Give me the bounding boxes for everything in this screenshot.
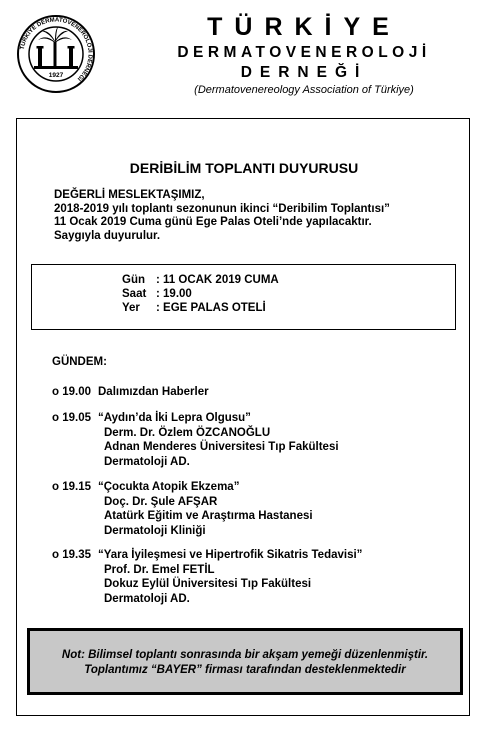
agenda-time: o 19.00 [52, 386, 91, 398]
logo-year: 1927 [48, 72, 64, 79]
agenda-department: Dermatoloji AD. [104, 592, 190, 605]
agenda-speaker: Derm. Dr. Özlem ÖZCANOĞLU [104, 426, 271, 439]
intro-line: DEĞERLİ MESLEKTAŞIMIZ, [54, 189, 205, 201]
agenda-speaker: Prof. Dr. Emel FETİL [104, 563, 215, 576]
info-row-day [122, 274, 279, 287]
agenda-department: Dermatoloji AD. [104, 455, 190, 468]
info-value: : EGE PALAS OTELİ [156, 302, 266, 314]
agenda-time: o 19.05 [52, 412, 91, 424]
info-key: Yer [122, 302, 140, 314]
agenda-title: “Aydın’da İki Lepra Olgusu” [98, 412, 251, 424]
logo-ring-text: TÜRKİYE DERMATOVENEROLOJİ DERNEĞİ [19, 17, 93, 82]
info-value: : 19.00 [156, 288, 192, 300]
agenda-item [52, 411, 339, 469]
info-key: Saat [122, 288, 147, 300]
agenda-item [52, 548, 362, 606]
intro-paragraph [54, 189, 390, 243]
agenda-item [52, 385, 209, 400]
agenda-title: “Çocukta Atopik Ekzema” [98, 481, 240, 493]
announcement-title: DERİBİLİM TOPLANTI DUYURUSU [129, 160, 359, 176]
intro-line: 11 Ocak 2019 Cuma günü Ege Palas Oteli’nde yapılacaktır. [54, 216, 372, 228]
agenda-heading: GÜNDEM: [52, 356, 107, 368]
info-value: : 11 OCAK 2019 CUMA [156, 274, 279, 286]
info-row-place [122, 302, 266, 315]
intro-line: 2018-2019 yılı toplantı sezonunun ikinci “Deribilim Toplantısı” [54, 202, 390, 215]
agenda-time: o 19.15 [52, 481, 91, 493]
agenda-affiliation: Dokuz Eylül Üniversitesi Tıp Fakültesi [104, 578, 312, 590]
agenda-item [52, 480, 313, 538]
header-association: DERNEĞİ [240, 64, 368, 81]
header-specialty: DERMATOVENEROLOJİ [177, 44, 431, 61]
agenda-time: o 19.35 [52, 549, 91, 561]
agenda-speaker: Doç. Dr. Şule AFŞAR [104, 495, 218, 508]
meeting-info-box [31, 264, 456, 330]
agenda-affiliation: Atatürk Eğitim ve Araştırma Hastanesi [104, 510, 313, 522]
note-sponsor-line: Toplantımız “BAYER” firması tarafından desteklenmektedir [84, 664, 406, 676]
agenda-affiliation: Adnan Menderes Üniversitesi Tıp Fakültesi [104, 441, 339, 453]
note-dinner-line: Not: Bilimsel toplantı sonrasında bir akşam yemeği düzenlenmiştir. [61, 649, 429, 661]
association-logo-seal [16, 14, 96, 94]
agenda-title: “Yara İyileşmesi ve Hipertrofik Sikatris Tedavisi” [98, 549, 363, 561]
agenda-title: Dalımızdan Haberler [98, 386, 209, 398]
intro-line: Saygıyla duyurulur. [54, 229, 161, 242]
info-row-time [122, 288, 192, 301]
info-key: Gün [122, 274, 145, 286]
agenda-department: Dermatoloji Kliniği [104, 524, 206, 537]
sponsor-note-box [27, 628, 463, 695]
header-country: TÜRKİYE [207, 13, 401, 41]
header-english-name: (Dermatovenereology Association of Türkiye) [194, 84, 414, 96]
